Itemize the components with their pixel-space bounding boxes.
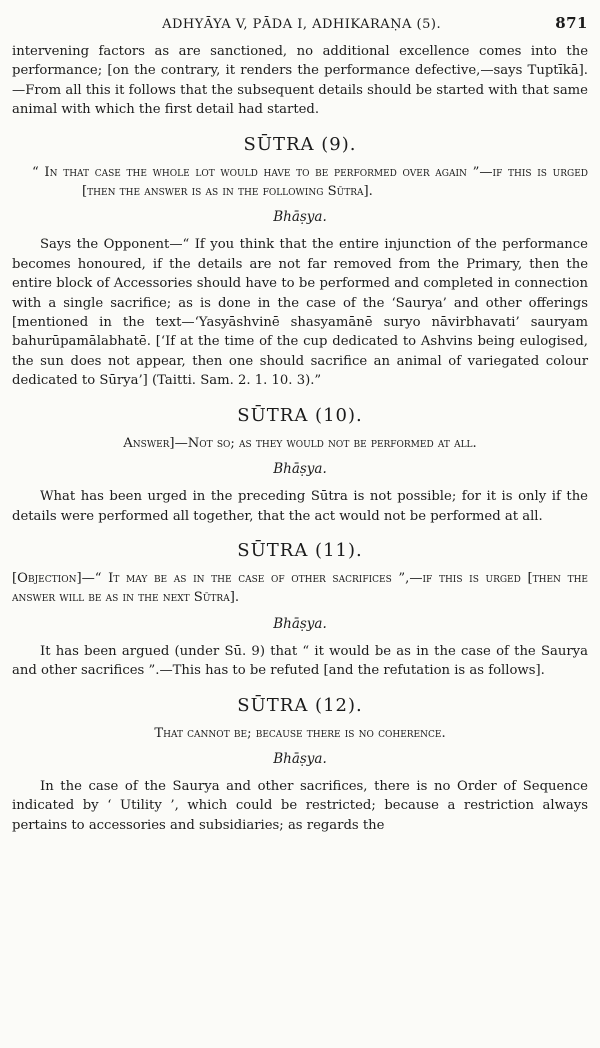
sutra-heading-10: SŪTRA (10). xyxy=(237,404,363,426)
sutra-heading-9: SŪTRA (9). xyxy=(243,133,357,155)
running-header xyxy=(12,14,588,42)
sutra-heading-11: SŪTRA (11). xyxy=(237,539,363,561)
bhasya-text-10: What has been urged in the preceding Sūtra is not possible; for it is only if the details were performed all together, that the act would not be performed at all. xyxy=(12,489,588,524)
sutra-heading-12: SŪTRA (12). xyxy=(237,694,363,716)
paragraph-continued: intervening factors as are sanctioned, no additional excellence comes into the performance; [on the contrary, it renders the performance defective,—says Tuptīkā].—From all this it follows that the subsequent details should be started with that same animal with which the first detail had started. xyxy=(12,44,588,118)
bhasya-text-12: In the case of the Saurya and other sacrifices, there is no Order of Sequence indicated by ‘ Utility ’, which could be restricted; because a restriction always pertains to accessories and subsidiaries; as regards the xyxy=(12,778,588,833)
bhasya-text-9: Says the Opponent—“ If you think that the entire injunction of the performance becomes honoured, if the details are not far removed from the Primary, then the entire block of Accessories should have to be performed and completed in connection with a single sacrifice; as is done in the case of the ‘Saurya’ and other offerings [mentioned in the text—‘Yasyāshvinē shasyamānē suryo nāvirbhavati’ sauryam bahurūpamālabhatē. [‘If at the time of the cup dedicated to Ashvins being eulogised, the sun does not appear, then one should sacrifice an animal of variegated colour dedicated to Sūrya’] (Taitti. Sam. 2. 1. 10. 3).” xyxy=(12,237,588,389)
sutra-text-9: “ In that case the whole lot would have to be performed over again ”—if this is urged [then the answer is as in the following Sūtra]. xyxy=(32,164,588,200)
bhasya-text-11: It has been argued (under Sū. 9) that “ it would be as in the case of the Saurya and other sacrifices ”.—This has to be refuted [and the refutation is as follows]. xyxy=(12,643,588,679)
sutra-text-10: Answer]—Not so; as they would not be performed at all. xyxy=(123,435,477,451)
sutra-text-11: [Objection]—“ It may be as in the case of other sacrifices ”,—if this is urged [then the answer will be as in the next Sūtra]. xyxy=(12,570,588,606)
bhasya-heading-10: Bhāṣya. xyxy=(273,461,327,478)
page-number: 871 xyxy=(555,14,588,32)
sutra-text-12: That cannot be; because there is no coherence. xyxy=(154,725,446,741)
bhasya-heading-12: Bhāṣya. xyxy=(273,750,327,767)
chapter-title: ADHYĀYA V, PĀDA I, ADHIKARAṆA (5). xyxy=(162,17,442,32)
bhasya-heading-11: Bhāṣya. xyxy=(273,615,327,632)
bhasya-heading-9: Bhāṣya. xyxy=(273,209,327,226)
